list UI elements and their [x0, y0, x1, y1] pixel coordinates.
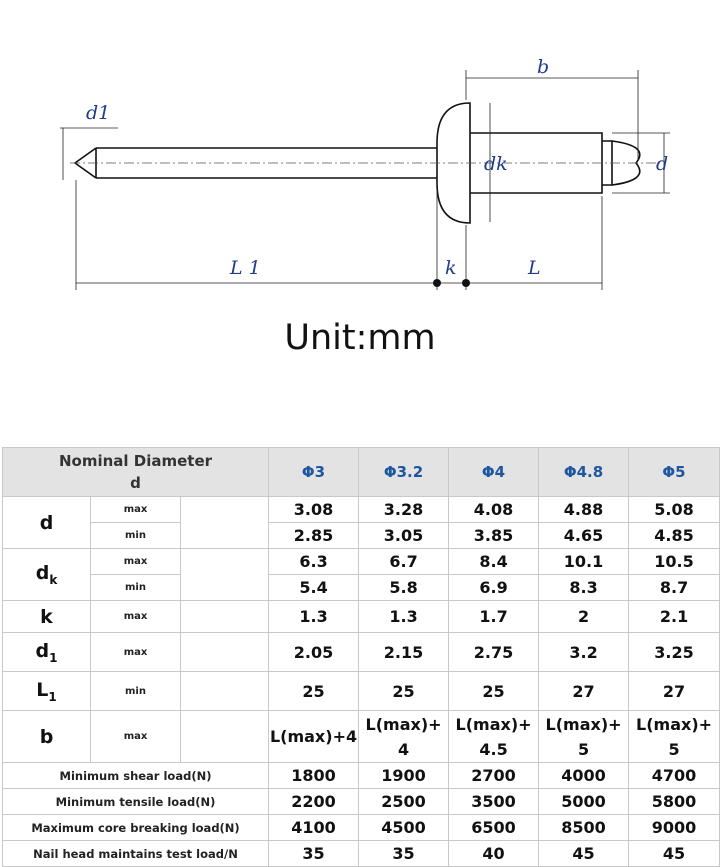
table-row: [3, 497, 720, 523]
label-L1: L 1: [230, 257, 261, 279]
qualifier: min: [91, 575, 181, 601]
label-d1: d1: [86, 102, 111, 124]
table-row: [3, 549, 720, 575]
qualifier: max: [91, 711, 181, 763]
qualifier: min: [91, 523, 181, 549]
table-cell: L(max)+ 4.5: [449, 711, 539, 763]
row-label-shear: Minimum shear load(N): [3, 763, 269, 789]
table-cell: L(max)+ 4: [359, 711, 449, 763]
table-row: [3, 523, 720, 549]
row-label-core: Maximum core breaking load(N): [3, 815, 269, 841]
table-cell: 3.08: [269, 497, 359, 523]
unit-label: Unit:mm: [284, 318, 436, 358]
table-cell: 4100: [269, 815, 359, 841]
table-cell: 2.1: [629, 601, 720, 633]
table-cell: 5.4: [269, 575, 359, 601]
diameter-header: Φ5: [629, 448, 720, 497]
table-cell: 4500: [359, 815, 449, 841]
table-cell: 3.25: [629, 633, 720, 672]
table-cell: 4.85: [629, 523, 720, 549]
table-cell: 35: [269, 841, 359, 867]
label-d: d: [656, 153, 669, 175]
row-symbol-d1: $d_1$: [3, 633, 91, 672]
table-cell: 4.65: [539, 523, 629, 549]
row-symbol-L1: $L_1$: [3, 672, 91, 711]
label-b: b: [537, 56, 550, 78]
table-cell: 3.2: [539, 633, 629, 672]
table-cell: 35: [359, 841, 449, 867]
table-row: [3, 815, 720, 841]
row-label-head: Nail head maintains test load/N: [3, 841, 269, 867]
table-cell: 5.08: [629, 497, 720, 523]
table-cell: L(max)+4: [269, 711, 359, 763]
table-cell: 2700: [449, 763, 539, 789]
table-cell: 1900: [359, 763, 449, 789]
table-cell: 3.05: [359, 523, 449, 549]
table-cell: 8.4: [449, 549, 539, 575]
table-cell: 4700: [629, 763, 720, 789]
table-cell: 6.9: [449, 575, 539, 601]
qualifier: max: [91, 549, 181, 575]
table-cell: 4000: [539, 763, 629, 789]
header-row: [3, 448, 720, 497]
qualifier: max: [91, 497, 181, 523]
table-cell: 25: [269, 672, 359, 711]
table-cell: 4.08: [449, 497, 539, 523]
qualifier: max: [91, 633, 181, 672]
row-symbol-d: d: [3, 497, 91, 549]
row-symbol-dk: $d_k$: [3, 549, 91, 601]
table-cell: 1800: [269, 763, 359, 789]
qualifier: max: [91, 601, 181, 633]
table-cell: 10.5: [629, 549, 720, 575]
table-cell: 27: [539, 672, 629, 711]
table-row: [3, 711, 720, 763]
table-cell: 25: [449, 672, 539, 711]
label-L: L: [528, 257, 541, 279]
diameter-header: Φ3.2: [359, 448, 449, 497]
table-cell: 45: [539, 841, 629, 867]
table-cell: 25: [359, 672, 449, 711]
row-symbol-k: k: [3, 601, 91, 633]
table-cell: L(max)+ 5: [629, 711, 720, 763]
label-k: k: [445, 257, 457, 279]
table-row: [3, 601, 720, 633]
table-cell: 1.3: [269, 601, 359, 633]
table-cell: 1.7: [449, 601, 539, 633]
table-row: [3, 575, 720, 601]
table-cell: 1.3: [359, 601, 449, 633]
table-cell: 27: [629, 672, 720, 711]
table-cell: L(max)+ 5: [539, 711, 629, 763]
table-cell: 40: [449, 841, 539, 867]
row-symbol-b: b: [3, 711, 91, 763]
qualifier: min: [91, 672, 181, 711]
label-dk: dk: [484, 153, 508, 175]
spec-table: [2, 447, 720, 867]
rivet-diagram: [0, 0, 720, 310]
row-label-tensile: Minimum tensile load(N): [3, 789, 269, 815]
table-cell: 6.3: [269, 549, 359, 575]
table-row: [3, 672, 720, 711]
table-cell: 3500: [449, 789, 539, 815]
diameter-header: Φ4: [449, 448, 539, 497]
table-cell: 9000: [629, 815, 720, 841]
table-row: [3, 633, 720, 672]
nominal-diameter-header: Nominal Diameter d: [3, 448, 269, 497]
table-cell: 3.85: [449, 523, 539, 549]
table-row: [3, 763, 720, 789]
table-row: [3, 841, 720, 867]
diameter-header: Φ3: [269, 448, 359, 497]
table-cell: 4.88: [539, 497, 629, 523]
table-cell: 3.28: [359, 497, 449, 523]
table-cell: 5.8: [359, 575, 449, 601]
table-cell: 45: [629, 841, 720, 867]
table-cell: 2500: [359, 789, 449, 815]
table-cell: 2.85: [269, 523, 359, 549]
table-cell: 2.05: [269, 633, 359, 672]
table-cell: 5000: [539, 789, 629, 815]
table-cell: 2.75: [449, 633, 539, 672]
table-cell: 10.1: [539, 549, 629, 575]
table-cell: 2.15: [359, 633, 449, 672]
table-cell: 2: [539, 601, 629, 633]
table-cell: 8.3: [539, 575, 629, 601]
table-cell: 8500: [539, 815, 629, 841]
table-cell: 6500: [449, 815, 539, 841]
table-cell: 2200: [269, 789, 359, 815]
table-cell: 8.7: [629, 575, 720, 601]
table-row: [3, 789, 720, 815]
table-cell: 5800: [629, 789, 720, 815]
table-cell: 6.7: [359, 549, 449, 575]
diameter-header: Φ4.8: [539, 448, 629, 497]
